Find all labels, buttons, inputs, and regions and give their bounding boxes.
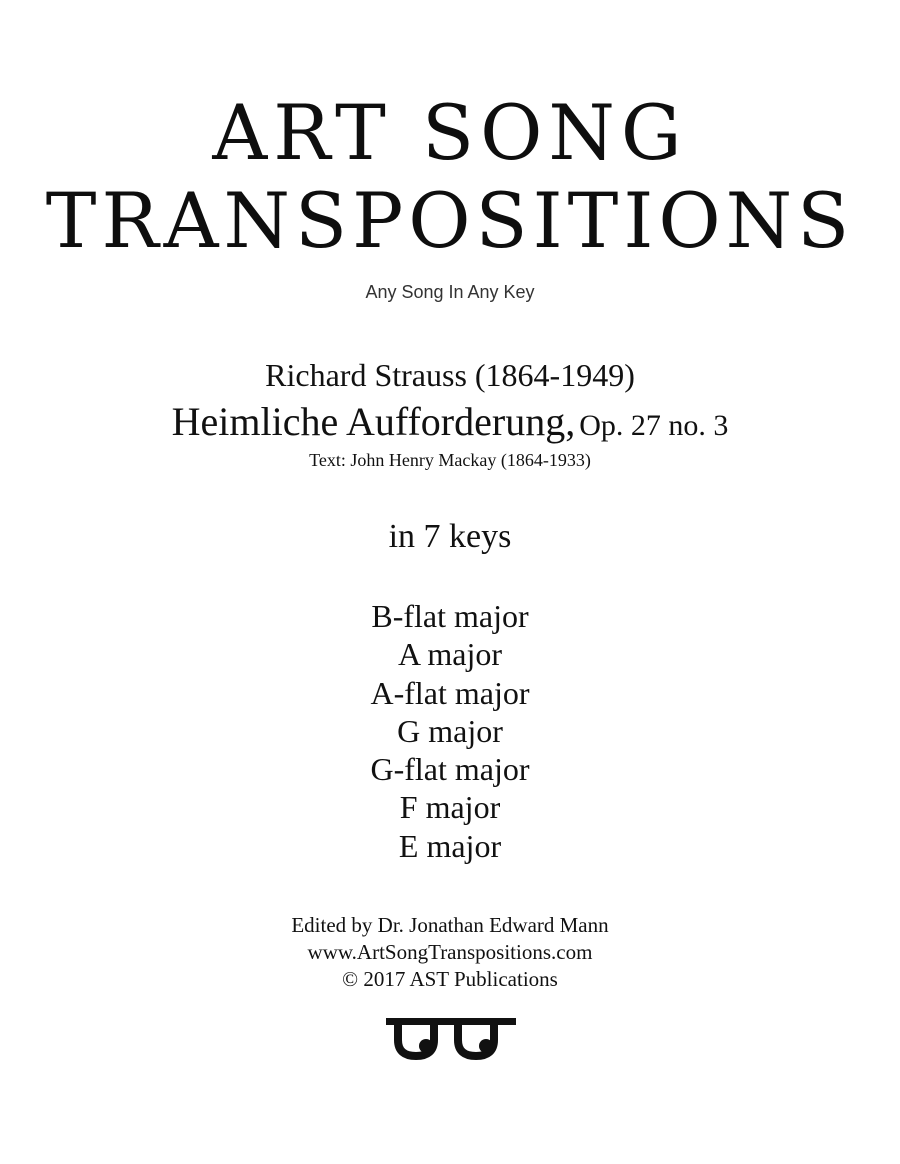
publication-credits — [0, 912, 900, 993]
editor-credit: Edited by Dr. Jonathan Edward Mann — [291, 913, 609, 937]
brand-tagline: Any Song In Any Key — [365, 282, 535, 302]
key-item: A major — [398, 636, 502, 673]
key-item: G-flat major — [370, 751, 530, 788]
ast-publisher-logo-icon — [386, 1016, 516, 1060]
opus-number: Op. 27 no. 3 — [579, 409, 729, 442]
brand-title-line-1: ART SONG — [212, 88, 688, 177]
website-link[interactable]: www.ArtSongTranspositions.com — [307, 940, 593, 964]
composer-name: Richard Strauss (1864-1949) — [265, 357, 635, 393]
lyricist-credit: Text: John Henry Mackay (1864-1933) — [309, 450, 591, 470]
copyright-notice: © 2017 AST Publications — [342, 967, 558, 991]
brand-title-line-2: TRANSPOSITIONS — [45, 176, 855, 265]
key-list — [0, 597, 900, 865]
song-title — [0, 398, 900, 445]
key-item: E major — [398, 827, 502, 864]
key-item: F major — [399, 789, 501, 826]
song-name: Heimliche Aufforderung, — [171, 399, 576, 444]
key-item: G major — [397, 712, 503, 749]
key-item: A-flat major — [370, 674, 530, 711]
key-item: B-flat major — [371, 598, 529, 634]
keys-count-label: in 7 keys — [388, 518, 512, 555]
